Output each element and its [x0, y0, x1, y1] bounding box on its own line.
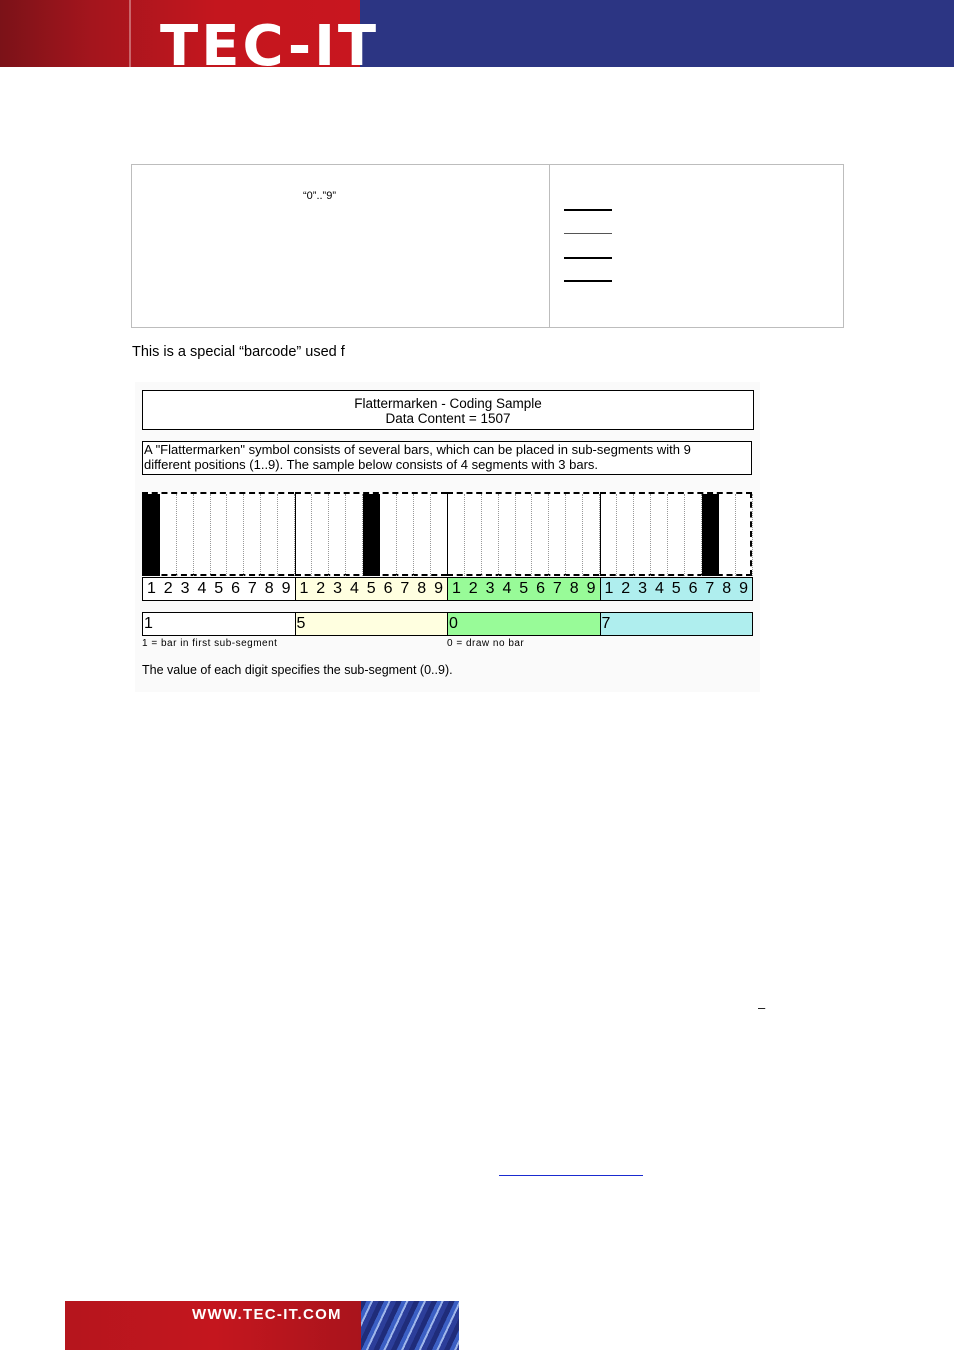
- sub-segment: [482, 494, 499, 576]
- sample-line-3: [564, 257, 612, 259]
- sample-line-4: [564, 280, 612, 282]
- segment-value: 1: [142, 612, 296, 636]
- position-digit: 8: [569, 580, 579, 597]
- sub-segment: [668, 494, 685, 576]
- position-digit: 4: [349, 580, 359, 597]
- note-no-bar: 0 = draw no bar: [447, 638, 525, 649]
- sub-segment: [617, 494, 634, 576]
- sub-segment: [346, 494, 363, 576]
- sub-segment: [549, 494, 566, 576]
- position-digit: 5: [366, 580, 376, 597]
- position-digit: 9: [434, 580, 443, 597]
- segment-4: [600, 492, 752, 576]
- figure-subtitle: Data Content = 1507: [385, 411, 511, 426]
- figure-title-box: [142, 390, 754, 430]
- sub-segment: [296, 494, 313, 576]
- sub-segment: [465, 494, 482, 576]
- position-digit: 3: [180, 580, 190, 597]
- table-cell-text: “0”..”9”: [303, 190, 336, 202]
- sub-segment: [651, 494, 668, 576]
- figure-description-box: [142, 441, 752, 475]
- sub-segment: [329, 494, 346, 576]
- sub-segment: [719, 494, 736, 576]
- sub-segment: [380, 494, 397, 576]
- position-digit: 5: [214, 580, 224, 597]
- sub-segment: [516, 494, 533, 576]
- segment-bar: [143, 494, 160, 576]
- footer-pattern-block: [361, 1301, 459, 1350]
- segment-value: 0: [447, 612, 601, 636]
- digit-row: [447, 577, 601, 601]
- sub-segment: [160, 494, 177, 576]
- header-banner: [0, 0, 954, 67]
- sub-segment: [312, 494, 329, 576]
- sub-segment: [431, 494, 448, 576]
- figure-footnote: The value of each digit specifies the sub-segment (0..9).: [142, 663, 453, 677]
- figure-description-line-2: different positions (1..9). The sample below consists of 4 segments with 3 bars.: [144, 457, 599, 472]
- sub-segment: [228, 494, 245, 576]
- position-digit: 6: [383, 580, 393, 597]
- sub-segment: [261, 494, 278, 576]
- figure-description-line-1: A "Flattermarken" symbol consists of several bars, which can be placed in sub-segments with 9: [144, 442, 691, 457]
- sub-segment: [177, 494, 194, 576]
- position-digit: 2: [316, 580, 326, 597]
- sub-segment: [194, 494, 211, 576]
- position-digit: 9: [739, 580, 748, 597]
- position-digit: 3: [485, 580, 495, 597]
- segment-1: [142, 492, 294, 576]
- sub-segment: [736, 494, 753, 576]
- sub-segment: [448, 494, 465, 576]
- sub-segment: [414, 494, 431, 576]
- position-digit: 7: [705, 580, 715, 597]
- footer-url[interactable]: WWW.TEC-IT.COM: [192, 1306, 342, 1323]
- position-digit: 8: [722, 580, 732, 597]
- table-column-divider: [549, 165, 550, 327]
- position-digit: 5: [671, 580, 681, 597]
- digit-row: [295, 577, 449, 601]
- position-digit: 1: [299, 580, 309, 597]
- sub-segment: [685, 494, 702, 576]
- hyperlink-underline[interactable]: [499, 1175, 643, 1176]
- sample-line-2: [564, 233, 612, 234]
- note-first-sub-segment: 1 = bar in first sub-segment: [142, 638, 278, 649]
- position-digit: 6: [688, 580, 698, 597]
- tec-it-logo: TEC-IT: [160, 14, 380, 67]
- sub-segment: [244, 494, 261, 576]
- position-digit: 8: [264, 580, 274, 597]
- position-digit: 3: [638, 580, 648, 597]
- segment-value: 7: [600, 612, 754, 636]
- info-table: [131, 164, 844, 328]
- sub-segment: [583, 494, 600, 576]
- segment-bar: [702, 494, 719, 576]
- sample-line-1: [564, 209, 612, 211]
- sub-segment: [211, 494, 228, 576]
- sub-segment: [634, 494, 651, 576]
- segment-value: 5: [295, 612, 449, 636]
- digit-row: [142, 577, 296, 601]
- position-digit: 4: [502, 580, 512, 597]
- position-digit: 7: [247, 580, 257, 597]
- position-digit: 1: [146, 580, 156, 597]
- intro-paragraph: This is a special “barcode” used f: [132, 344, 345, 360]
- position-digit: 9: [281, 580, 291, 597]
- position-digit: 2: [468, 580, 478, 597]
- segment-3: [447, 492, 599, 576]
- sub-segment: [499, 494, 516, 576]
- sub-segment: [601, 494, 618, 576]
- position-digit: 7: [552, 580, 562, 597]
- stray-dash: –: [758, 1000, 766, 1015]
- position-digit: 2: [163, 580, 173, 597]
- figure-title: Flattermarken - Coding Sample: [354, 396, 542, 411]
- flattermarken-strip: [142, 492, 754, 578]
- position-digit: 6: [231, 580, 240, 597]
- position-digit: 1: [451, 580, 461, 597]
- position-digit: 9: [586, 580, 596, 597]
- position-digit: 1: [604, 580, 614, 597]
- segment-2: [295, 492, 447, 576]
- digit-row: [600, 577, 754, 601]
- sub-segment: [278, 494, 295, 576]
- position-digit: 7: [400, 580, 410, 597]
- sub-segment: [533, 494, 550, 576]
- sub-segment: [566, 494, 583, 576]
- position-digit: 4: [197, 580, 207, 597]
- position-digit: 4: [654, 580, 664, 597]
- position-digit: 6: [536, 580, 545, 597]
- position-digit: 3: [333, 580, 343, 597]
- position-digit: 5: [519, 580, 529, 597]
- segment-bar: [363, 494, 380, 576]
- position-digit: 8: [417, 580, 427, 597]
- header-divider: [129, 0, 131, 67]
- sub-segment: [397, 494, 414, 576]
- footer-banner: [65, 1301, 459, 1350]
- position-digit: 2: [621, 580, 631, 597]
